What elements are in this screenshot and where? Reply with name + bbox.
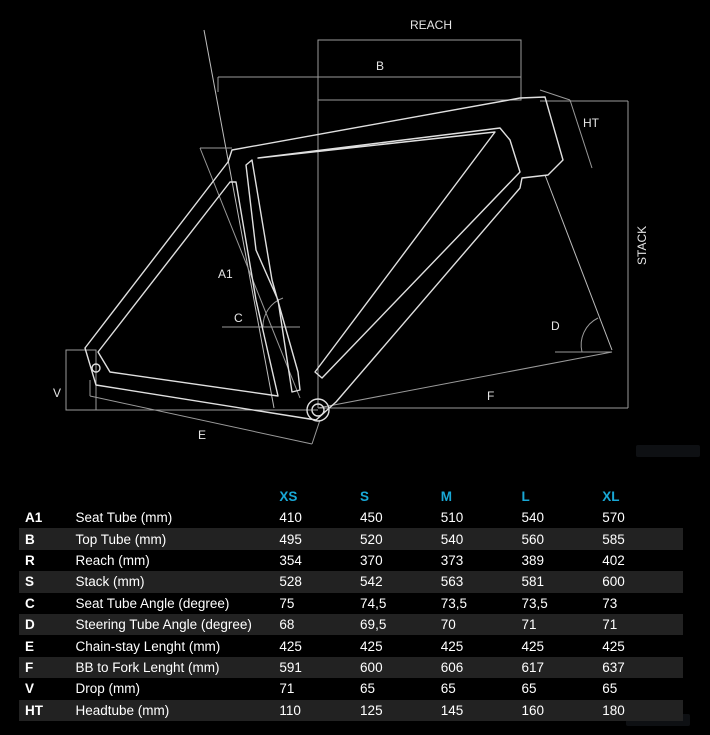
- row-value: 65: [521, 678, 602, 699]
- row-measure-name: Steering Tube Angle (degree): [76, 614, 280, 635]
- row-measure-name: Stack (mm): [76, 571, 280, 592]
- row-value: 65: [441, 678, 522, 699]
- row-value: 354: [279, 550, 360, 571]
- table-row: [19, 507, 683, 528]
- row-measure-name: Reach (mm): [76, 550, 280, 571]
- table-header-row: [19, 485, 683, 507]
- row-measure-name: Seat Tube Angle (degree): [76, 593, 280, 614]
- size-header-l: L: [521, 488, 530, 504]
- table-row: [19, 550, 683, 571]
- ht-label: HT: [583, 116, 599, 130]
- row-code: B: [19, 528, 76, 549]
- bb-to-fork-dimension: [318, 352, 612, 408]
- row-code: F: [19, 657, 76, 678]
- row-value: 402: [602, 550, 683, 571]
- row-value: 73: [602, 593, 683, 614]
- size-header-s: S: [360, 488, 370, 504]
- row-value: 75: [279, 593, 360, 614]
- row-value: 600: [360, 657, 441, 678]
- reach-dimension: [318, 40, 521, 408]
- row-value: 425: [602, 635, 683, 656]
- header-blank: [19, 485, 76, 507]
- row-value: 73,5: [441, 593, 522, 614]
- row-value: 606: [441, 657, 522, 678]
- reach-label: REACH: [410, 18, 453, 32]
- row-value: 425: [360, 635, 441, 656]
- size-header-xs: XS: [279, 488, 298, 504]
- row-value: 125: [360, 700, 441, 721]
- row-value: 370: [360, 550, 441, 571]
- d-label: D: [551, 319, 560, 333]
- row-value: 528: [279, 571, 360, 592]
- row-value: 563: [441, 571, 522, 592]
- f-label: F: [487, 389, 495, 403]
- row-value: 410: [279, 507, 360, 528]
- row-value: 495: [279, 528, 360, 549]
- row-value: 510: [441, 507, 522, 528]
- row-value: 110: [279, 700, 360, 721]
- table-row: [19, 528, 683, 549]
- row-value: 65: [360, 678, 441, 699]
- row-value: 70: [441, 614, 522, 635]
- table-row: [19, 700, 683, 721]
- geometry-table: [19, 485, 683, 721]
- stack-dimension: [318, 101, 628, 408]
- row-value: 560: [521, 528, 602, 549]
- row-code: A1: [19, 507, 76, 528]
- e-label: E: [198, 428, 207, 442]
- row-value: 450: [360, 507, 441, 528]
- row-value: 617: [521, 657, 602, 678]
- row-value: 71: [279, 678, 360, 699]
- row-value: 425: [279, 635, 360, 656]
- row-value: 585: [602, 528, 683, 549]
- row-value: 581: [521, 571, 602, 592]
- header-blank: [76, 485, 280, 507]
- row-value: 373: [441, 550, 522, 571]
- row-measure-name: Seat Tube (mm): [76, 507, 280, 528]
- row-value: 73,5: [521, 593, 602, 614]
- row-measure-name: Chain-stay Lenght (mm): [76, 635, 280, 656]
- row-code: R: [19, 550, 76, 571]
- size-header-m: M: [440, 488, 453, 504]
- row-value: 389: [521, 550, 602, 571]
- row-code: C: [19, 593, 76, 614]
- table-row: [19, 657, 683, 678]
- row-value: 180: [602, 700, 683, 721]
- seat-tube-length-dimension: [200, 148, 300, 398]
- row-measure-name: BB to Fork Lenght (mm): [76, 657, 280, 678]
- row-value: 65: [602, 678, 683, 699]
- stack-label: STACK: [635, 225, 649, 265]
- table-row: [19, 571, 683, 592]
- c-label: C: [234, 311, 243, 325]
- row-value: 540: [441, 528, 522, 549]
- row-code: HT: [19, 700, 76, 721]
- row-value: 425: [441, 635, 522, 656]
- row-value: 540: [521, 507, 602, 528]
- a1-label: A1: [218, 267, 233, 281]
- row-measure-name: Headtube (mm): [76, 700, 280, 721]
- row-code: S: [19, 571, 76, 592]
- drop-dimension: [66, 350, 318, 410]
- row-value: 570: [602, 507, 683, 528]
- row-measure-name: Drop (mm): [76, 678, 280, 699]
- table-row: [19, 614, 683, 635]
- bike-frame: [85, 97, 563, 421]
- table-row: [19, 678, 683, 699]
- row-value: 71: [602, 614, 683, 635]
- row-value: 520: [360, 528, 441, 549]
- row-value: 68: [279, 614, 360, 635]
- size-header-xl: XL: [602, 488, 620, 504]
- row-value: 600: [602, 571, 683, 592]
- top-tube-dimension: [218, 77, 521, 92]
- b-label: B: [376, 59, 385, 73]
- row-code: E: [19, 635, 76, 656]
- seat-tube-axis: [204, 30, 274, 408]
- row-value: 74,5: [360, 593, 441, 614]
- v-label: V: [53, 386, 62, 400]
- row-value: 542: [360, 571, 441, 592]
- row-value: 145: [441, 700, 522, 721]
- row-value: 69,5: [360, 614, 441, 635]
- row-value: 425: [521, 635, 602, 656]
- row-value: 71: [521, 614, 602, 635]
- table-row: [19, 593, 683, 614]
- row-code: V: [19, 678, 76, 699]
- row-code: D: [19, 614, 76, 635]
- row-measure-name: Top Tube (mm): [76, 528, 280, 549]
- row-value: 637: [602, 657, 683, 678]
- watermark-badge: [636, 445, 700, 457]
- row-value: 591: [279, 657, 360, 678]
- table-row: [19, 635, 683, 656]
- row-value: 160: [521, 700, 602, 721]
